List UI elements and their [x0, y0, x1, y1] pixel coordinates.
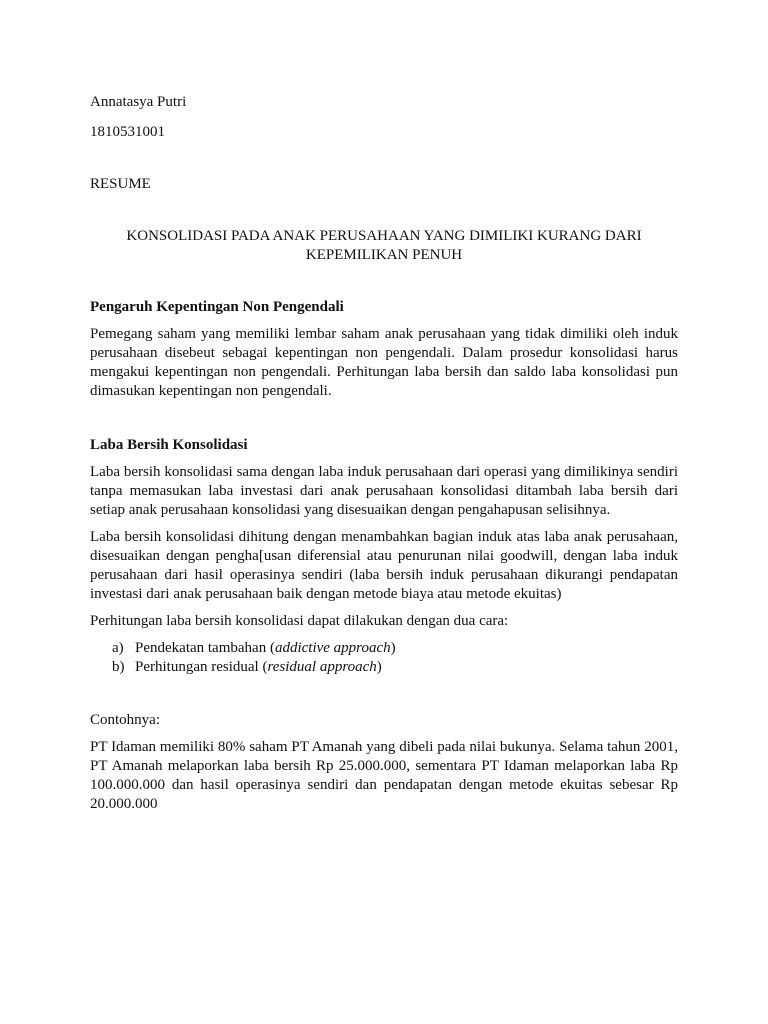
author-name: Annatasya Putri	[90, 94, 187, 110]
section-paragraph: Pemegang saham yang memiliki lembar saham anak perusahaan yang tidak dimiliki oleh induk perusahaan disebeut sebagai kepentingan non pengendali. Dalam prosedur konsolidasi harus mengakui kepentingan non pengendali. Perhitungan laba bersih dan saldo laba konsolidasi pun dimasukan kepentingan non pengendali.	[90, 326, 678, 399]
list-item	[90, 658, 678, 677]
document-type: RESUME	[90, 176, 151, 192]
example-paragraph: PT Idaman memiliki 80% saham PT Amanah yang dibeli pada nilai bukunya. Selama tahun 2001, PT Amanah melaporkan laba bersih Rp 25.000.000, sementara PT Idaman melaporkan laba Rp 100.000.000 dan hasil operasinya sendiri dan pendapatan dengan metode ekuitas sebesar Rp 20.000.000	[90, 739, 678, 812]
list-marker: b)	[112, 659, 125, 675]
section-heading-non-controlling-interest: Pengaruh Kepentingan Non Pengendali	[90, 299, 344, 315]
example-label: Contohnya:	[90, 712, 160, 728]
document-title: KONSOLIDASI PADA ANAK PERUSAHAAN YANG DIMILIKI KURANG DARI KEPEMILIKAN PENUH	[126, 228, 642, 263]
method-list	[90, 639, 678, 677]
list-item-text: Pendekatan tambahan (	[135, 640, 275, 656]
list-item	[90, 639, 678, 658]
section-paragraph: Perhitungan laba bersih konsolidasi dapat dilakukan dengan dua cara:	[90, 613, 509, 629]
section-paragraph: Laba bersih konsolidasi sama dengan laba induk perusahaan dari operasi yang dimilikinya sendiri tanpa memasukan laba investasi dari anak perusahaan konsolidasi ditambah laba bersih dari setiap anak perusahaan konsolidasi yang disesuaikan dengan pengahapusan selisihnya.	[90, 464, 678, 518]
section-heading-consolidated-net-income: Laba Bersih Konsolidasi	[90, 437, 248, 453]
list-item-close: )	[390, 640, 396, 656]
list-marker: a)	[112, 640, 124, 656]
list-item-italic: residual approach	[267, 659, 377, 675]
list-item-text: Perhitungan residual (	[135, 659, 268, 675]
list-item-italic: addictive approach	[274, 640, 391, 656]
list-item-close: )	[376, 659, 382, 675]
student-id: 1810531001	[90, 124, 165, 140]
section-paragraph: Laba bersih konsolidasi dihitung dengan menambahkan bagian induk atas laba anak perusahaan, disesuaikan dengan pengha[usan diferensial atau penurunan nilai goodwill, dengan laba induk perusahaan dari hasil operasinya sendiri (laba bersih induk perusahaan dikurangi pendapatan investasi dari anak perusahaan baik dengan metode biaya atau metode ekuitas)	[90, 529, 678, 602]
document-page	[90, 93, 678, 822]
